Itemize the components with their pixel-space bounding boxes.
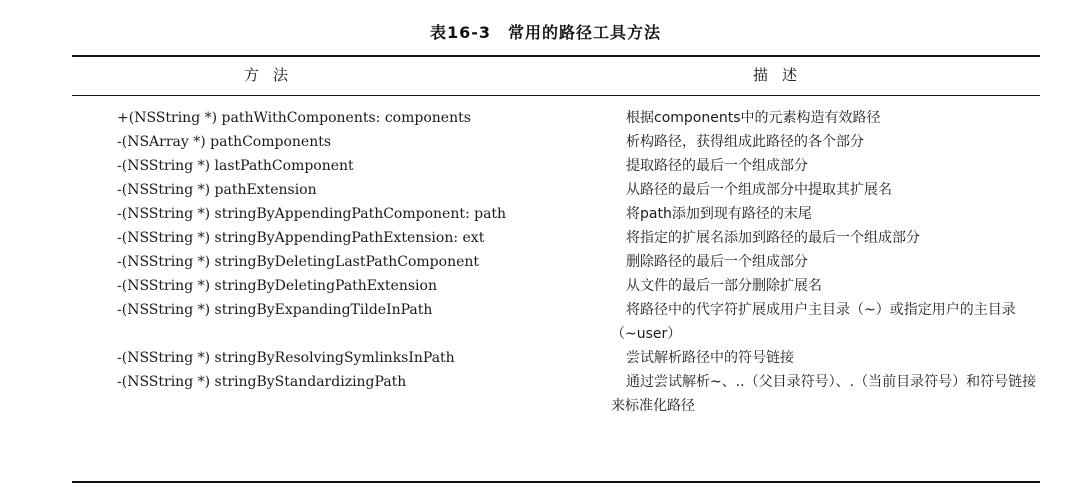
table-row — [0, 178, 1091, 202]
method-cell: -(NSString *) stringByStandardizingPath — [117, 374, 407, 390]
method-cell: -(NSString *) stringByAppendingPathExtension: ext — [117, 230, 485, 246]
description-cell: 删除路径的最后一个组成部分 — [626, 254, 808, 270]
description-cell: 尝试解析路径中的符号链接 — [626, 350, 794, 366]
table-top-rule — [72, 55, 1040, 57]
method-cell: -(NSString *) stringByExpandingTildeInPath — [117, 302, 433, 318]
table-header-rule — [72, 95, 1040, 96]
method-cell: -(NSString *) lastPathComponent — [117, 158, 354, 174]
table-row — [0, 106, 1091, 130]
description-cell: 通过尝试解析~、..（父目录符号）、.（当前目录符号）和符号链接来标准化路径 — [611, 374, 1037, 414]
description-cell: 将指定的扩展名添加到路径的最后一个组成部分 — [626, 230, 920, 246]
description-cell: 将path添加到现有路径的末尾 — [626, 206, 812, 222]
method-cell: -(NSString *) stringByResolvingSymlinksInPath — [117, 350, 455, 366]
table-body — [0, 106, 1091, 418]
table-row — [0, 130, 1091, 154]
table-caption: 表16-3 常用的路径工具方法 — [429, 23, 662, 42]
table-row — [0, 154, 1091, 178]
table-row — [0, 274, 1091, 298]
table-row — [0, 370, 1091, 418]
description-cell: 析构路径，获得组成此路径的各个部分 — [626, 134, 864, 150]
method-cell: -(NSString *) stringByDeletingPathExtension — [117, 278, 437, 294]
table-row — [0, 298, 1091, 346]
method-cell: -(NSString *) pathExtension — [117, 182, 317, 198]
description-cell: 从路径的最后一个组成部分中提取其扩展名 — [626, 182, 892, 198]
method-cell: -(NSArray *) pathComponents — [117, 134, 332, 150]
table-row — [0, 202, 1091, 226]
description-cell: 提取路径的最后一个组成部分 — [626, 158, 808, 174]
description-cell: 从文件的最后一部分删除扩展名 — [626, 278, 822, 294]
column-header-description: 描述 — [753, 66, 812, 84]
description-cell: 根据components中的元素构造有效路径 — [626, 110, 881, 126]
table-bottom-rule — [72, 481, 1040, 483]
table-row — [0, 226, 1091, 250]
description-cell: 将路径中的代字符扩展成用户主目录（~）或指定用户的主目录（~user） — [611, 302, 1016, 342]
column-header-method: 方法 — [244, 66, 303, 84]
method-cell: +(NSString *) pathWithComponents: components — [117, 110, 471, 126]
table-row — [0, 346, 1091, 370]
method-cell: -(NSString *) stringByDeletingLastPathComponent — [117, 254, 480, 270]
method-cell: -(NSString *) stringByAppendingPathComponent: path — [117, 206, 507, 222]
table-row — [0, 250, 1091, 274]
